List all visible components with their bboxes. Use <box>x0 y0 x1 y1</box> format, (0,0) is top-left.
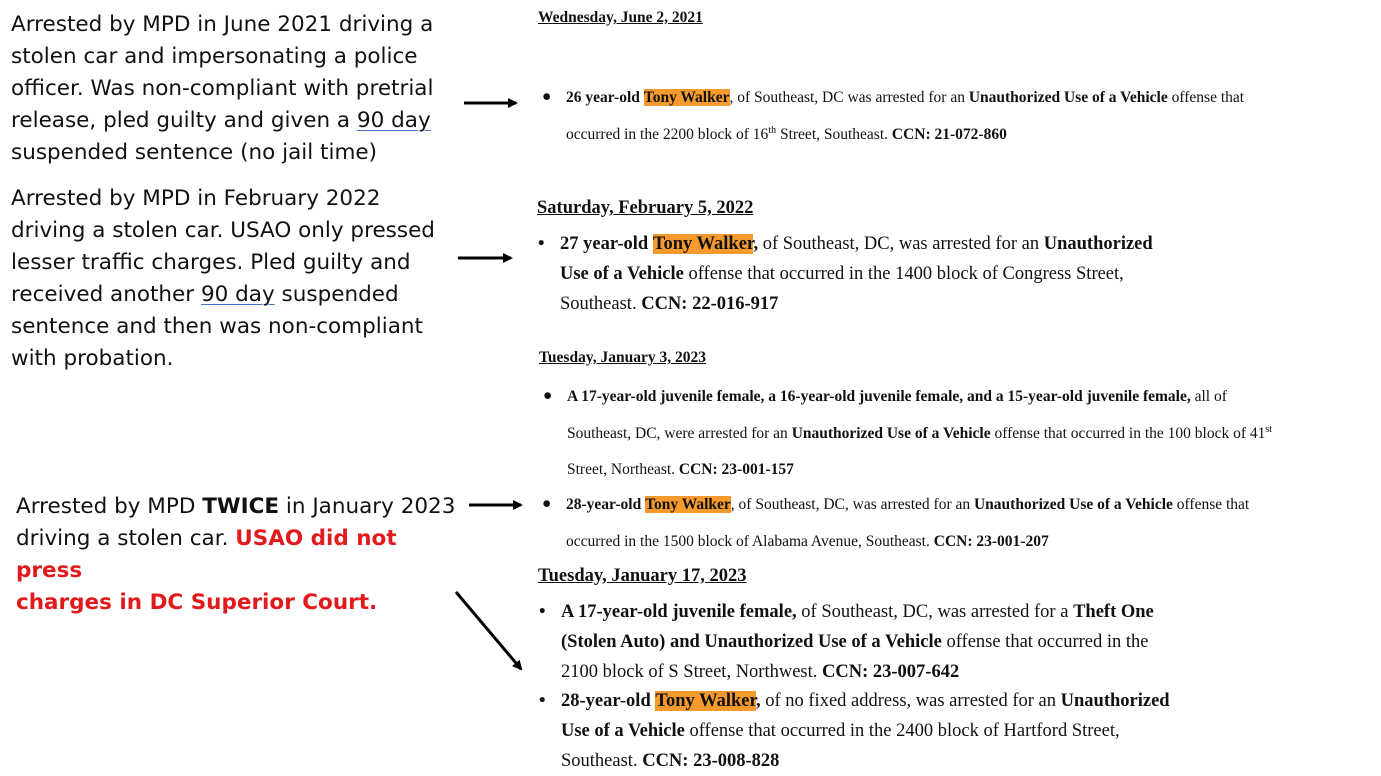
name-highlight: Tony Walker <box>652 234 754 254</box>
entry-juvenile-2023-01-17: • A 17-year-old juvenile female, of Southeast, DC, was arrested for a Theft One (Stolen Auto) and Unauthorized Use of a Vehicle offense that occurred in the 2100 block of S Street, Northwest. CCN: 23-007-642 <box>561 597 1154 687</box>
entry-tony-walker-2023-01-03: ● 28-year-old Tony Walker, of Southeast, DC, was arrested for an Unauthorized Use of a Vehicle offense that occurred in the 1500 block of Alabama Avenue, Southeast. CCN: 23-001-207 <box>542 495 1250 550</box>
entry-tony-walker-2021: ● 26 year-old Tony Walker, of Southeast, DC was arrested for an Unauthorized Use of a Vehicle offense that occurred in the 2200 block of 16th Street, Southeast. CCN: 21-072-860 <box>542 88 1245 143</box>
emphasis-twice: TWICE <box>202 494 280 519</box>
ccn: CCN: 23-008-828 <box>642 751 780 771</box>
date-heading-2023-01-03: Tuesday, January 3, 2023 <box>539 349 706 366</box>
annotation-jan-2023: Arrested by MPD TWICE in January 2023 driving a stolen car. USAO did not press charges in DC Superior Court. <box>16 494 456 615</box>
bullet: ● <box>542 495 552 512</box>
date-heading-2021-06-02: Wednesday, June 2, 2021 <box>538 9 703 26</box>
bullet: • <box>539 602 546 622</box>
name-highlight: Tony Walker <box>643 89 730 106</box>
annotation-feb-2022: Arrested by MPD in February 2022 driving a stolen car. USAO only pressed lesser traffic charges. Pled guilty and received another 90 day suspended sentence and then was non-compliant with probation. <box>11 186 435 371</box>
date-heading-2022-02-05: Saturday, February 5, 2022 <box>537 198 754 218</box>
underlined-90-day: 90 day <box>356 108 431 133</box>
date-heading-2023-01-17: Tuesday, January 17, 2023 <box>538 566 747 586</box>
underlined-90-day: 90 day <box>200 282 275 307</box>
bullet: • <box>538 234 545 254</box>
bullet: ● <box>542 88 552 105</box>
ccn: CCN: 22-016-917 <box>641 294 779 314</box>
name-highlight: Tony Walker <box>655 691 756 711</box>
entry-tony-walker-2022: • 27 year-old Tony Walker, of Southeast, DC, was arrested for an Unauthorized Use of a Vehicle offense that occurred in the 1400 block of Congress Street, Southeast. CCN: 22-016-917 <box>560 229 1153 319</box>
annotation-june-2021: Arrested by MPD in June 2021 driving a stolen car and impersonating a police officer. Was non-compliant with pretrial release, pled guilty and given a 90 day suspended sentence (no jail time) <box>11 12 434 165</box>
usao-no-charges-text: USAO did not press charges in DC Superior Court. <box>16 526 397 615</box>
bullet: • <box>539 691 546 711</box>
name-highlight: Tony Walker <box>645 496 731 513</box>
ccn: CCN: 21-072-860 <box>891 126 1007 143</box>
ccn: CCN: 23-007-642 <box>822 662 960 682</box>
ccn: CCN: 23-001-157 <box>678 461 794 478</box>
entry-tony-walker-2023-01-17: • 28-year-old Tony Walker, of no fixed address, was arrested for an Unauthorized Use of a Vehicle offense that occurred in the 2400 block of Hartford Street, Southeast. CCN: 23-008-828 <box>561 686 1170 776</box>
ccn: CCN: 23-001-207 <box>933 533 1049 550</box>
bullet: ● <box>543 387 553 404</box>
entry-juveniles-2023-01-03: ● A 17-year-old juvenile female, a 16-year-old juvenile female, and a 15-year-old juvenile female, all of Southeast, DC, were arrested for an Unauthorized Use of a Vehicle offense that occurred in the 100 block of 41st Street, Northeast. CCN: 23-001-157 <box>543 387 1273 478</box>
